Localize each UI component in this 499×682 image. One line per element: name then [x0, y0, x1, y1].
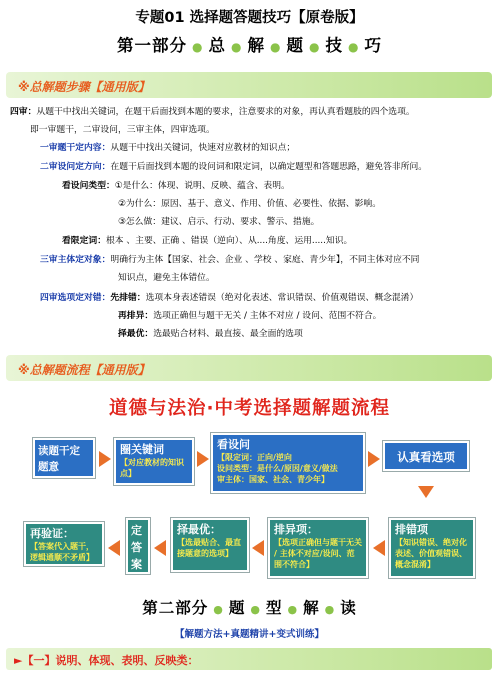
step-label: 四审： — [10, 107, 37, 117]
part-one-char: 技 — [325, 36, 343, 55]
flow-box-desc: 【选项正确但与题干无关 / 主体不对应/设问、范围不符合】 — [274, 538, 362, 569]
step-text: 选项正确但与题干无关 / 主体不对应 / 设问、范围不符合。 — [153, 311, 382, 321]
flow-box-options — [383, 441, 469, 471]
part-one-heading — [0, 32, 499, 56]
step-line — [62, 181, 290, 192]
step-line — [118, 311, 381, 322]
flow-box-desc: 【对应教材的知识点】 — [120, 458, 184, 478]
flow-box-desc: 设问类型：是什么/原因/意义/做法 — [217, 464, 338, 473]
step-line — [118, 199, 381, 210]
step-text: 选项本身表述错误（绝对化表述、常识错误、价值观错误、概念混淆） — [145, 293, 419, 303]
section-band-flow — [6, 355, 492, 381]
flow-box-desc: 【限定词：正向/逆向 — [217, 453, 292, 462]
section-band-steps — [6, 72, 492, 98]
step-text: 根本 、主要、正确 、错误（逆向）、从....角度、运用.....知识。 — [106, 236, 353, 246]
step-line — [40, 162, 427, 173]
step-label: 一审题干定内容： — [40, 143, 111, 153]
flow-box-label: 定答案 — [131, 524, 142, 571]
flow-box-keywords — [114, 438, 194, 485]
flow-box-exclude-irrelevant — [268, 518, 368, 578]
step-line — [40, 255, 419, 266]
bullet-dot-icon: ● — [213, 603, 224, 616]
step-sublabel: 再排异： — [118, 311, 154, 321]
part-two-heading — [0, 596, 499, 618]
flow-box-best — [171, 518, 249, 572]
part-two-char: 型 — [265, 599, 283, 617]
flow-box-exclude-wrong — [389, 518, 475, 578]
bullet-dot-icon: ● — [324, 603, 336, 616]
step-label: 看设问类型： — [62, 181, 115, 191]
step-label: 二审设问定方向： — [40, 162, 111, 172]
bullet-dot-icon: ● — [308, 40, 321, 54]
step-line — [62, 236, 352, 247]
part-one-char: 题 — [286, 36, 304, 55]
arrow-right-icon — [197, 451, 209, 467]
arrow-down-icon — [418, 486, 434, 498]
step-sublabel: 先排错： — [110, 293, 146, 303]
part-one-label: 第一部分 — [117, 36, 188, 55]
step-line — [118, 217, 319, 228]
step-text: 明确行为主体【国家、社会、企业 、学校 、家庭、青少年】，不同主体对应不同 — [110, 255, 420, 265]
step-label: 三审主体定对象： — [40, 255, 111, 265]
flow-box-verify — [24, 522, 104, 566]
step-text: 知识点，避免主体错位。 — [118, 273, 215, 283]
step-text: 选最贴合材料、最直接、最全面的选项 — [153, 329, 303, 339]
section-heading: ※总解题流程【通用版】 — [18, 363, 150, 377]
step-text: 在题干后面找到本题的设问词和限定词，以确定题型和答题思路，避免答非所问。 — [110, 162, 428, 172]
flow-box-label: 排异项： — [274, 523, 318, 536]
part-two-label: 第二部分 — [142, 599, 209, 617]
step-text: 从题干中找出关键词，快速对应教材的知识点； — [110, 143, 296, 153]
step-text: ③怎么做：建议、启示、行动、要求、警示、措施。 — [118, 217, 320, 227]
flow-box-label: 再验证： — [30, 527, 74, 540]
part-two-char: 解 — [303, 599, 320, 617]
part-two-subtitle: 【解题方法+真题精讲+变式训练】 — [175, 629, 324, 640]
step-text: ②为什么：原因、基于、意义、作用、价值、必要性、依据、影响。 — [118, 199, 381, 209]
flow-box-desc: 【知识错误、绝对化表述、价值观错误、概念混淆】 — [395, 538, 467, 569]
arrow-left-icon — [108, 540, 120, 556]
flow-box-answer — [126, 518, 150, 574]
step-label: 四审选项定对错： — [40, 293, 111, 303]
part-one-char: 解 — [247, 36, 265, 55]
arrow-left-icon — [373, 540, 385, 556]
part-two-char: 题 — [228, 599, 246, 617]
bullet-dot-icon: ● — [192, 40, 204, 54]
bullet-dot-icon: ● — [231, 40, 243, 54]
arrow-right-icon — [99, 451, 111, 467]
flow-box-label: 排错项 — [395, 523, 428, 536]
flow-box-label: 择最优： — [177, 523, 221, 536]
step-line — [30, 125, 215, 136]
step-line — [118, 329, 303, 340]
arrow-left-icon — [154, 540, 166, 556]
arrow-left-icon — [252, 540, 264, 556]
flow-box-desc: 【答案代入题干，逻辑通顺不矛盾】 — [30, 542, 94, 562]
step-text: 即一审题干，二审设问，三审主体，四审选项。 — [30, 125, 215, 135]
flow-box-desc: 【选最贴合、最直接题意的选项】 — [177, 538, 241, 558]
flow-box-label: 读题干定题意 — [38, 445, 80, 473]
step-sublabel: 择最优： — [118, 329, 154, 339]
step-line — [118, 273, 215, 284]
flow-box-desc: 审主体：国家、社会、青少年】 — [217, 475, 329, 484]
flow-box-label: 圈关键词 — [120, 443, 164, 456]
bullet-dot-icon: ● — [347, 40, 360, 54]
step-line — [40, 293, 418, 304]
flow-box-label: 认真看选项 — [397, 450, 455, 464]
section-band-type-one — [6, 648, 492, 670]
step-line — [10, 107, 415, 118]
step-text: 从题干中找出关键词，在题干后面找到本题的要求，注意要求的对象，再认真看题肢的四个选项。 — [36, 107, 415, 117]
step-line — [40, 143, 295, 154]
step-text: ①是什么：体现、说明、反映、蕴含、表明。 — [114, 181, 290, 191]
page-title: 专题01 选择题答题技巧【原卷版】 — [135, 10, 364, 26]
flow-box-question — [211, 433, 365, 493]
flow-title: 道德与法治·中考选择题解题流程 — [108, 398, 391, 419]
flow-box-read-stem — [33, 438, 95, 478]
bullet-dot-icon: ● — [250, 603, 261, 616]
part-one-char: 巧 — [364, 36, 382, 55]
part-two-char: 读 — [340, 599, 357, 617]
bullet-dot-icon: ● — [270, 40, 282, 54]
step-label: 看限定词： — [62, 236, 106, 246]
flow-box-label: 看设问 — [217, 438, 250, 451]
bullet-dot-icon: ● — [287, 603, 299, 616]
part-one-char: 总 — [208, 36, 227, 55]
section-heading: ►【一】说明、体现、表明、反映类： — [14, 654, 199, 667]
section-heading: ※总解题步骤【通用版】 — [18, 80, 150, 94]
arrow-right-icon — [368, 451, 380, 467]
